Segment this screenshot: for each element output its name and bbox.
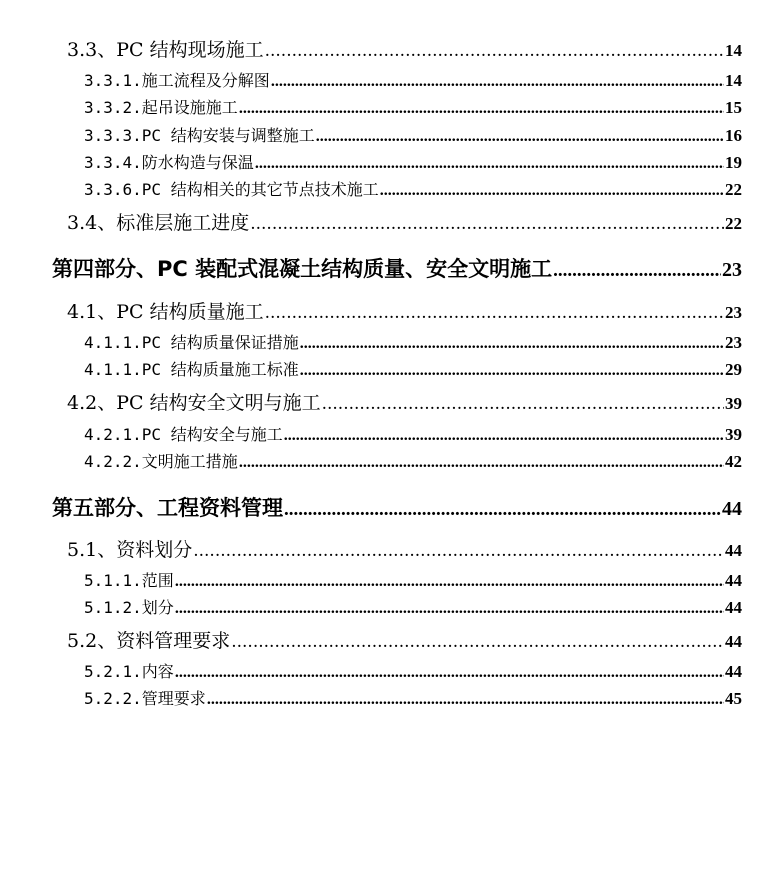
toc-leader-dots bbox=[300, 362, 724, 380]
toc-entry[interactable] bbox=[84, 150, 742, 173]
toc-entry-page: 45 bbox=[725, 689, 742, 708]
toc-entry-page: 44 bbox=[725, 541, 742, 560]
toc-entry[interactable] bbox=[67, 208, 742, 235]
toc-entry-title: 第五部分、工程资料管理 bbox=[52, 496, 283, 520]
toc-entry-page: 29 bbox=[725, 360, 742, 379]
toc-entry-title: 3.3、PC 结构现场施工 bbox=[67, 39, 264, 61]
toc-entry-page: 15 bbox=[725, 98, 742, 117]
toc-entry[interactable] bbox=[52, 492, 742, 522]
toc-leader-dots bbox=[284, 427, 724, 445]
toc-entry-page: 19 bbox=[725, 153, 742, 172]
toc-entry-title: 5.2、资料管理要求 bbox=[67, 630, 231, 652]
toc-entry[interactable] bbox=[84, 330, 742, 353]
toc-entry-page: 39 bbox=[725, 425, 742, 444]
toc-entry-page: 44 bbox=[725, 571, 742, 590]
toc-entry[interactable] bbox=[84, 177, 742, 200]
toc-leader-dots bbox=[265, 303, 724, 323]
toc-leader-dots bbox=[239, 100, 724, 118]
toc-entry-title: 5.1、资料划分 bbox=[67, 539, 193, 561]
toc-entry[interactable] bbox=[84, 659, 742, 682]
toc-entry-page: 44 bbox=[725, 598, 742, 617]
toc-entry[interactable] bbox=[67, 35, 742, 62]
toc-leader-dots bbox=[271, 73, 724, 91]
toc-entry-title: 5.1.2.划分 bbox=[84, 598, 174, 617]
toc-entry-title: 3.3.4.防水构造与保温 bbox=[84, 153, 254, 172]
toc-entry-title: 3.3.2.起吊设施施工 bbox=[84, 98, 238, 117]
toc-entry-page: 14 bbox=[725, 71, 742, 90]
toc-entry[interactable] bbox=[67, 388, 742, 415]
toc-leader-dots bbox=[231, 632, 724, 652]
toc-entry-title: 5.1.1.范围 bbox=[84, 571, 174, 590]
toc-entry[interactable] bbox=[84, 568, 742, 591]
toc-entry-page: 44 bbox=[725, 662, 742, 681]
toc-entry-title: 4.1.1.PC 结构质量保证措施 bbox=[84, 333, 299, 352]
toc-entry-title: 5.2.1.内容 bbox=[84, 662, 174, 681]
toc-leader-dots bbox=[207, 691, 724, 709]
toc-entry-title: 3.3.6.PC 结构相关的其它节点技术施工 bbox=[84, 180, 379, 199]
toc-entry-page: 23 bbox=[722, 259, 742, 281]
toc-entry-title: 4.2.1.PC 结构安全与施工 bbox=[84, 425, 283, 444]
toc-entry-title: 3.3.1.施工流程及分解图 bbox=[84, 71, 270, 90]
toc-entry-page: 39 bbox=[725, 394, 742, 413]
toc-leader-dots bbox=[239, 454, 724, 472]
toc-entry-page: 16 bbox=[725, 126, 742, 145]
toc-leader-dots bbox=[193, 541, 724, 561]
toc-entry-page: 42 bbox=[725, 452, 742, 471]
toc-leader-dots bbox=[175, 664, 724, 682]
toc-leader-dots bbox=[380, 182, 724, 200]
toc-entry-page: 23 bbox=[725, 333, 742, 352]
toc-entry-title: 3.4、标准层施工进度 bbox=[67, 212, 250, 234]
toc-entry[interactable] bbox=[84, 449, 742, 472]
toc-entry[interactable] bbox=[67, 297, 742, 324]
toc-entry-title: 第四部分、PC 装配式混凝土结构质量、安全文明施工 bbox=[52, 257, 553, 281]
toc-leader-dots bbox=[553, 260, 721, 282]
toc-leader-dots bbox=[316, 128, 724, 146]
toc-entry-page: 14 bbox=[725, 41, 742, 60]
toc-entry-title: 4.1.1.PC 结构质量施工标准 bbox=[84, 360, 299, 379]
toc-entry[interactable] bbox=[84, 68, 742, 91]
toc-entry[interactable] bbox=[84, 595, 742, 618]
toc-leader-dots bbox=[265, 41, 724, 61]
toc-entry[interactable] bbox=[67, 535, 742, 562]
toc-entry-page: 44 bbox=[725, 632, 742, 651]
toc-entry-title: 4.2.2.文明施工措施 bbox=[84, 452, 238, 471]
toc-entry-page: 22 bbox=[725, 214, 742, 233]
toc-entry-page: 22 bbox=[725, 180, 742, 199]
toc-entry[interactable] bbox=[84, 95, 742, 118]
toc-entry-page: 23 bbox=[725, 303, 742, 322]
toc-leader-dots bbox=[284, 499, 721, 521]
toc-entry[interactable] bbox=[52, 253, 742, 283]
toc-entry[interactable] bbox=[84, 357, 742, 380]
toc-entry-title: 5.2.2.管理要求 bbox=[84, 689, 206, 708]
toc-entry[interactable] bbox=[84, 686, 742, 709]
toc-leader-dots bbox=[250, 214, 724, 234]
toc-entry[interactable] bbox=[67, 626, 742, 653]
toc-leader-dots bbox=[255, 155, 724, 173]
toc-entry-title: 3.3.3.PC 结构安装与调整施工 bbox=[84, 126, 315, 145]
toc-leader-dots bbox=[300, 335, 724, 353]
toc-entry[interactable] bbox=[84, 422, 742, 445]
toc-leader-dots bbox=[322, 394, 724, 414]
toc-entry-page: 44 bbox=[722, 498, 742, 520]
toc-entry-title: 4.2、PC 结构安全文明与施工 bbox=[67, 392, 321, 414]
toc-entry[interactable] bbox=[84, 123, 742, 146]
toc-leader-dots bbox=[175, 573, 724, 591]
toc-entry-title: 4.1、PC 结构质量施工 bbox=[67, 301, 264, 323]
toc-leader-dots bbox=[175, 600, 724, 618]
